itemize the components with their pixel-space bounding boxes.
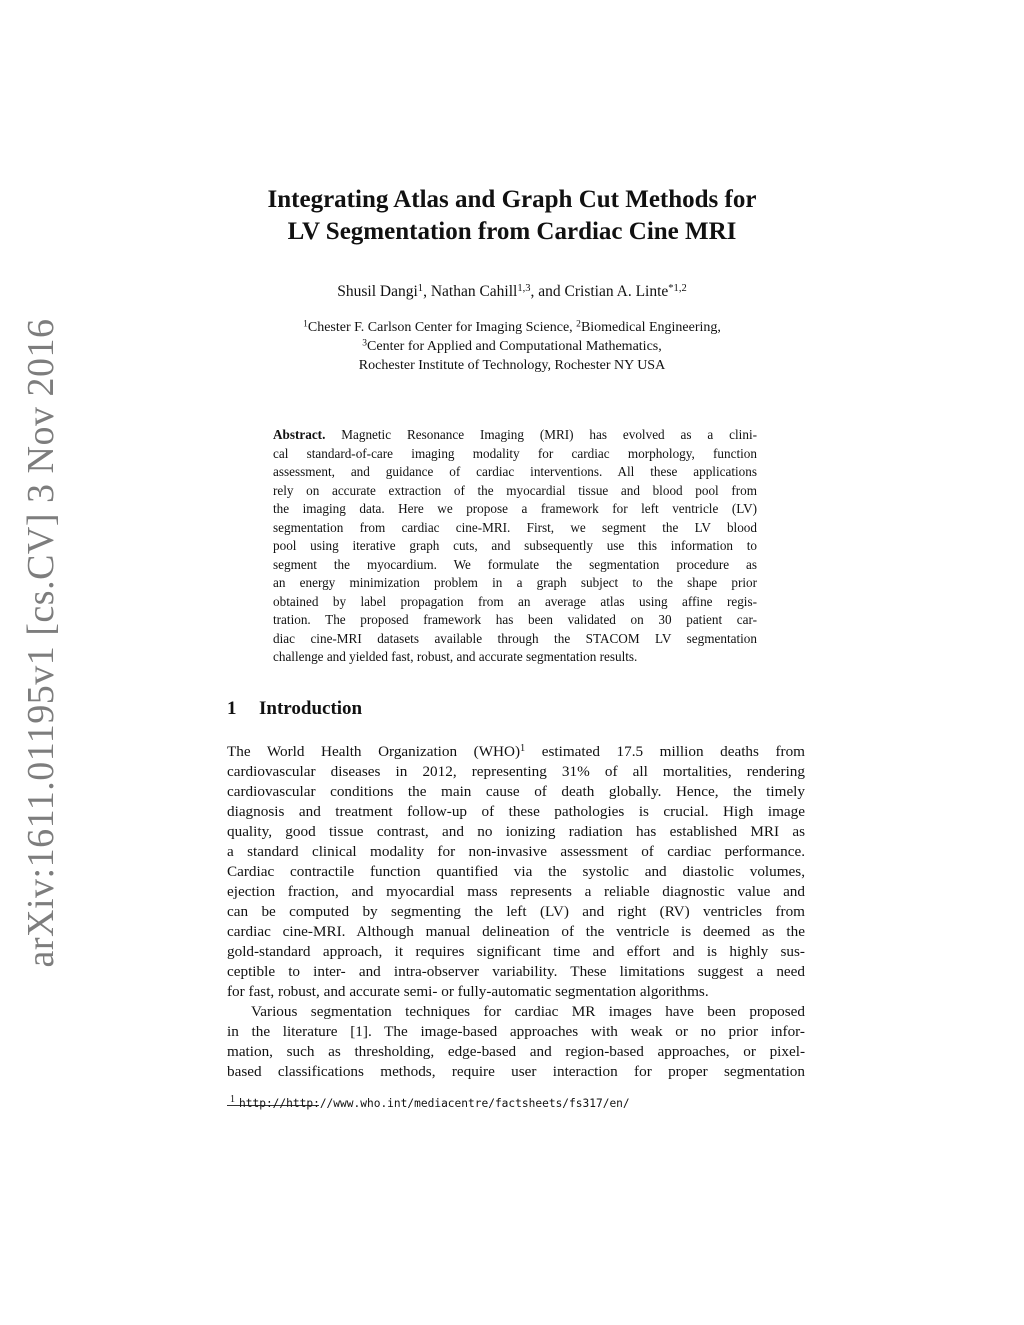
abstract-line: an energy minimization problem in a graph subject to the shape prior <box>273 575 757 590</box>
author-affil-mark: 1 <box>417 282 424 294</box>
abstract-line: the imaging data. Here we propose a framework for left ventricle (LV) <box>273 501 757 516</box>
body-line: a standard clinical modality for non-invasive assessment of cardiac performance. <box>227 843 805 860</box>
abstract-line: segment the myocardium. We formulate the segmentation procedure as <box>273 556 757 572</box>
body-line: can be computed by segmenting the left (LV) and right (RV) ventricles from <box>227 903 805 920</box>
body-line: in the literature [1]. The image-based approaches with weak or no prior infor- <box>227 1023 805 1040</box>
body-line: cardiovascular diseases in 2012, representing 31% of all mortalities, rendering <box>227 763 805 780</box>
affiliation-line <box>0 318 1024 337</box>
body-line: Various segmentation techniques for cardiac MR images have been proposed <box>251 1003 805 1020</box>
footnote <box>230 1093 630 1110</box>
body-line: cardiac cine-MRI. Although manual delineation of the ventricle is deemed as the <box>227 923 805 940</box>
abstract-line: assessment, and guidance of cardiac interventions. All these applications <box>273 464 757 479</box>
abstract-line: tration. The proposed framework has been validated on 30 patient car- <box>273 612 757 627</box>
abstract-line: diac cine-MRI datasets available through the STACOM LV segmentation <box>273 630 757 646</box>
abstract-label: Abstract. <box>273 427 326 442</box>
body-text-span: estimated 17.5 million deaths from <box>525 743 806 760</box>
author-name: , and Cristian A. Linte <box>530 283 669 300</box>
affil-text: Center for Applied and Computational Mathematics, <box>367 339 662 354</box>
arxiv-stamp: arXiv:1611.01195v1 [cs.CV] 3 Nov 2016 <box>20 318 62 968</box>
footnote-mark: 1 <box>230 1093 235 1105</box>
body-line: for fast, robust, and accurate semi- or fully-automatic segmentation algorithms. <box>227 983 709 1000</box>
body-line: diagnosis and treatment follow-up of these pathologies is crucial. High image <box>227 803 805 820</box>
body-line: quality, good tissue contrast, and no ionizing radiation has established MRI as <box>227 823 805 840</box>
body-line: ceptible to inter- and intra-observer variability. These limitations suggest a need <box>227 963 805 980</box>
author-affil-mark: *1,2 <box>668 282 687 294</box>
title-line-1: Integrating Atlas and Graph Cut Methods for <box>267 186 757 213</box>
author-affil-mark: 1,3 <box>517 282 531 294</box>
body-line: gold-standard approach, it requires significant time and effort and is highly sus- <box>227 943 805 960</box>
body-line: cardiovascular conditions the main cause of death globally. Hence, the timely <box>227 783 805 800</box>
paper-title <box>0 184 1024 248</box>
affiliation-line: Rochester Institute of Technology, Rochester NY USA <box>358 358 666 373</box>
abstract-line: pool using iterative graph cuts, and subsequently use this information to <box>273 538 757 553</box>
affil-mark: 3 <box>362 338 368 349</box>
body-text <box>227 742 805 1082</box>
affiliation-line <box>0 337 1024 356</box>
author-list <box>0 283 1024 301</box>
body-text-span: The World Health Organization (WHO) <box>227 743 521 760</box>
body-line: Cardiac contractile function quantified via the systolic and diastolic volumes, <box>227 863 805 880</box>
section-title: Introduction <box>259 698 363 719</box>
footnote-ref[interactable]: 1 <box>520 743 526 755</box>
abstract-line: obtained by label propagation from an average atlas using affine regis- <box>273 593 757 609</box>
abstract-line: cal standard-of-care imaging modality for cardiac morphology, function <box>273 445 757 461</box>
section-number: 1 <box>227 698 237 719</box>
abstract-line: challenge and yielded fast, robust, and accurate segmentation results. <box>273 649 638 664</box>
affil-mark: 2 <box>576 319 581 330</box>
abstract-text: Magnetic Resonance Imaging (MRI) has evolved as a clini- <box>325 427 757 442</box>
footnote-url[interactable]: http://http://www.who.int/mediacentre/factsheets/fs317/en/ <box>239 1097 630 1110</box>
abstract-line: rely on accurate extraction of the myocardial tissue and blood pool from <box>273 482 757 498</box>
affiliations <box>0 318 1024 375</box>
abstract-line <box>273 426 757 445</box>
body-line: based classifications methods, require user interaction for proper segmentation <box>227 1063 805 1080</box>
abstract <box>273 426 757 667</box>
author-name: , Nathan Cahill <box>423 283 518 300</box>
section-heading <box>227 698 362 720</box>
abstract-line: segmentation from cardiac cine-MRI. First, we segment the LV blood <box>273 519 757 535</box>
body-line: ejection fraction, and myocardial mass represents a reliable diagnostic value and <box>227 883 805 900</box>
affil-text: Biomedical Engineering, <box>580 320 721 335</box>
title-line-2: LV Segmentation from Cardiac Cine MRI <box>287 218 737 245</box>
affil-mark: 1 <box>303 319 308 330</box>
author-name: Shusil Dangi <box>337 283 418 300</box>
body-line <box>227 742 805 762</box>
body-line: mation, such as thresholding, edge-based and region-based approaches, or pixel- <box>227 1043 805 1060</box>
affil-text: Chester F. Carlson Center for Imaging Science, <box>307 320 577 335</box>
